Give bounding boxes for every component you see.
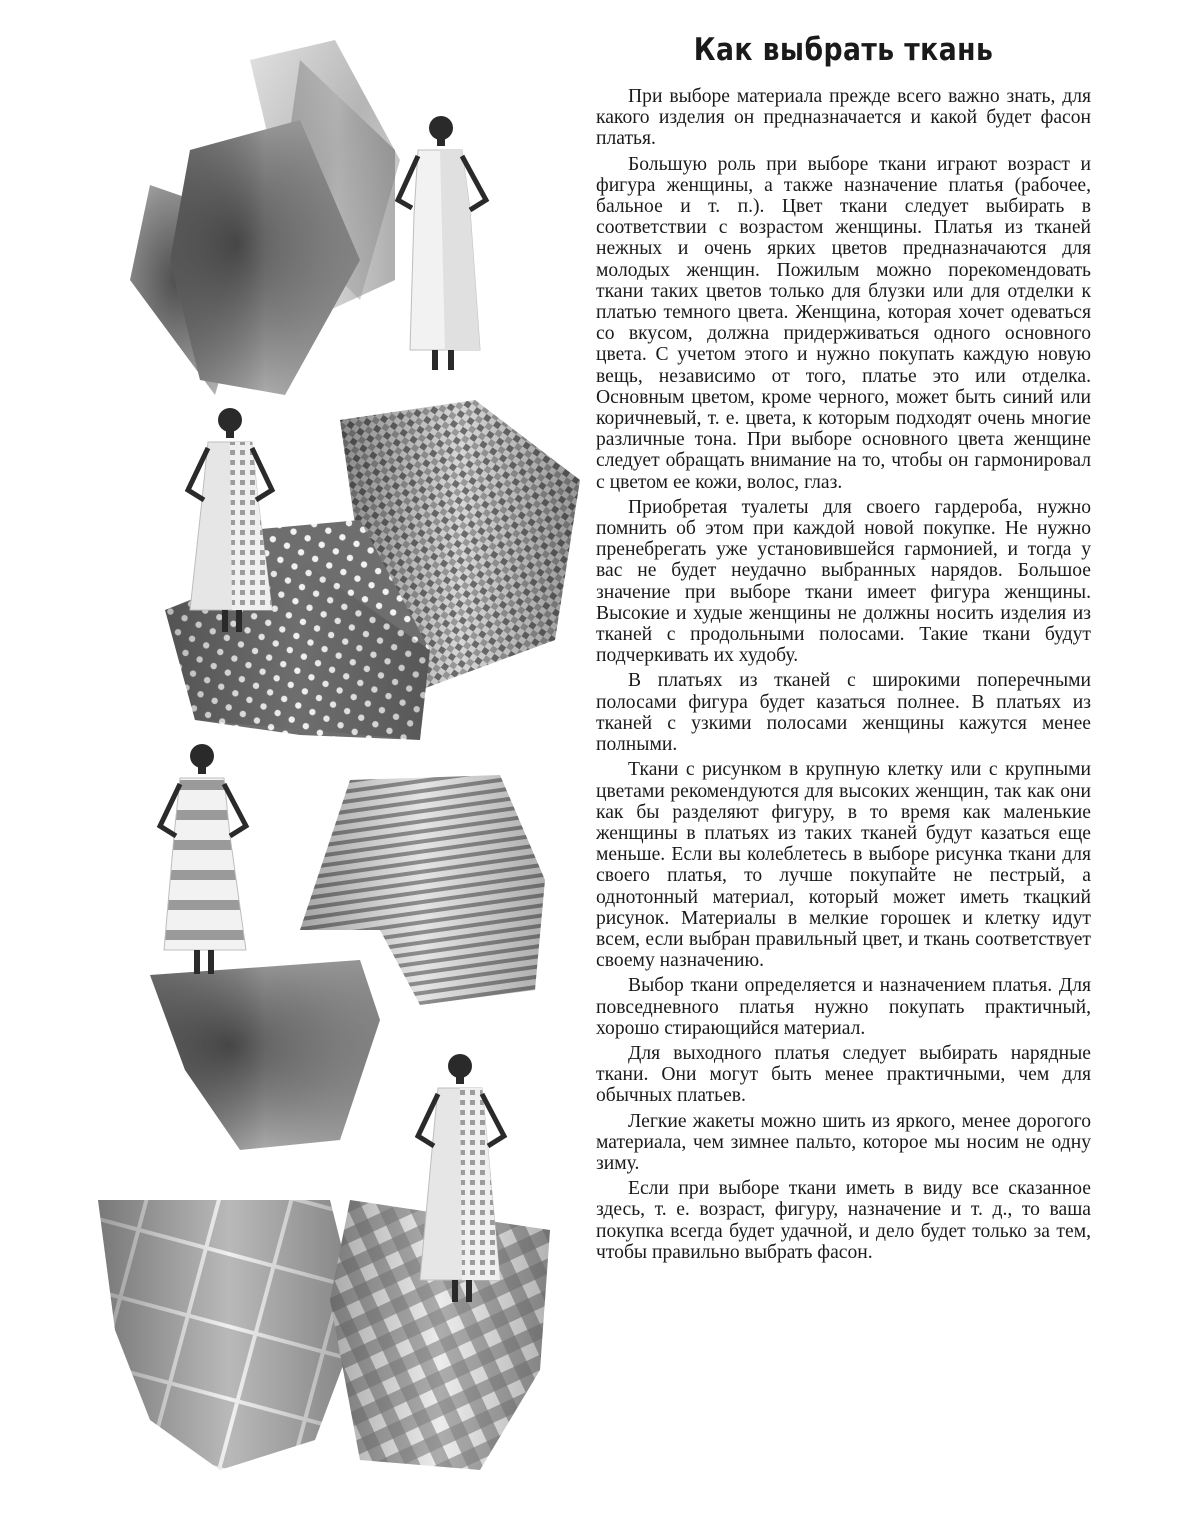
woman-figure: [188, 408, 272, 632]
article-paragraph: В платьях из тканей с широкими поперечными полосами фигура будет казаться полнее. В платьях из тканей с узкими полосами женщины кажутся менее полными.: [596, 670, 1091, 756]
article: [596, 32, 1091, 1267]
article-title: Как выбрать ткань: [693, 32, 994, 68]
article-paragraph: При выборе материала прежде всего важно знать, для какого изделия он предназначается и какой будет фасон платья.: [596, 86, 1091, 150]
article-paragraph: Большую роль при выборе ткани играют возраст и фигура женщины, а также назначение платья (рабочее, бальное и т. п.). Цвет ткани следует выбирать в соответствии с возрастом женщины. Платья из тканей нежных и очень ярких цветов предназначаются для молодых женщин. Пожилым можно порекомендовать ткани таких цветов только для блузки или для отделки к платью темного цвета. Женщина, которая хочет одеваться со вкусом, должна придерживаться одного основного цвета. С учетом этого и нужно покупать каждую новую вещь, независимо от того, платье это или отделка. Основным цветом, кроме черного, может быть синий или коричневый, т. е. цвета, к которым подходят очень многие различные тона. При выборе основного цвета женщине следует обращать внимание на то, чтобы он гармонировал с цветом ее кожи, волос, глаз.: [596, 153, 1091, 493]
woman-figure: [398, 116, 486, 370]
article-paragraph: Для выходного платья следует выбирать нарядные ткани. Они могут быть менее практичными, чем для обычных платьев.: [596, 1042, 1091, 1107]
woman-figure: [418, 1054, 504, 1302]
article-paragraph: Ткани с рисунком в крупную клетку или с крупными цветами рекомендуются для высоких женщин, так как они как бы разделяют фигуру, в то время как маленькие женщины в платьях из таких тканей будут казаться еще меньше. Если вы колеблетесь в выборе рисунка ткани для своего платья, то лучше покупайте не пестрый, а однотонный материал, который может иметь ткацкий рисунок. Материалы в мелкие горошек и клетку идут всем, если выбран правильный цвет, и ткань соответствует своему назначению.: [596, 759, 1091, 972]
woman-figure: [160, 744, 246, 974]
article-paragraph: Приобретая туалеты для своего гардероба, нужно помнить об этом при каждой новой покупке. Не нужно пренебрегать уже установившейся гармонией, и тогда у вас не будет неудачно выбранных нарядов. Большое значение при выборе ткани имеет фигура женщины. Высокие и худые женщины не должны носить изделия из тканей с продольными полосами. Такие ткани будут подчеркивать их худобу.: [596, 496, 1091, 667]
article-paragraph: Если при выборе ткани иметь в виду все сказанное здесь, т. е. возраст, фигуру, назначение и т. д., то ваша покупка всегда будет удачной, и дело будет только за тем, чтобы правильно выбрать фасон.: [596, 1178, 1091, 1263]
fabric-swatch-plain: [130, 40, 400, 395]
article-paragraph: Выбор ткани определяется и назначением платья. Для повседневного платья нужно покупать практичный, хорошо стирающийся материал.: [596, 975, 1091, 1039]
article-paragraph: Легкие жакеты можно шить из яркого, менее дорогого материала, чем зимнее пальто, которое мы носим не одну зиму.: [596, 1110, 1091, 1174]
